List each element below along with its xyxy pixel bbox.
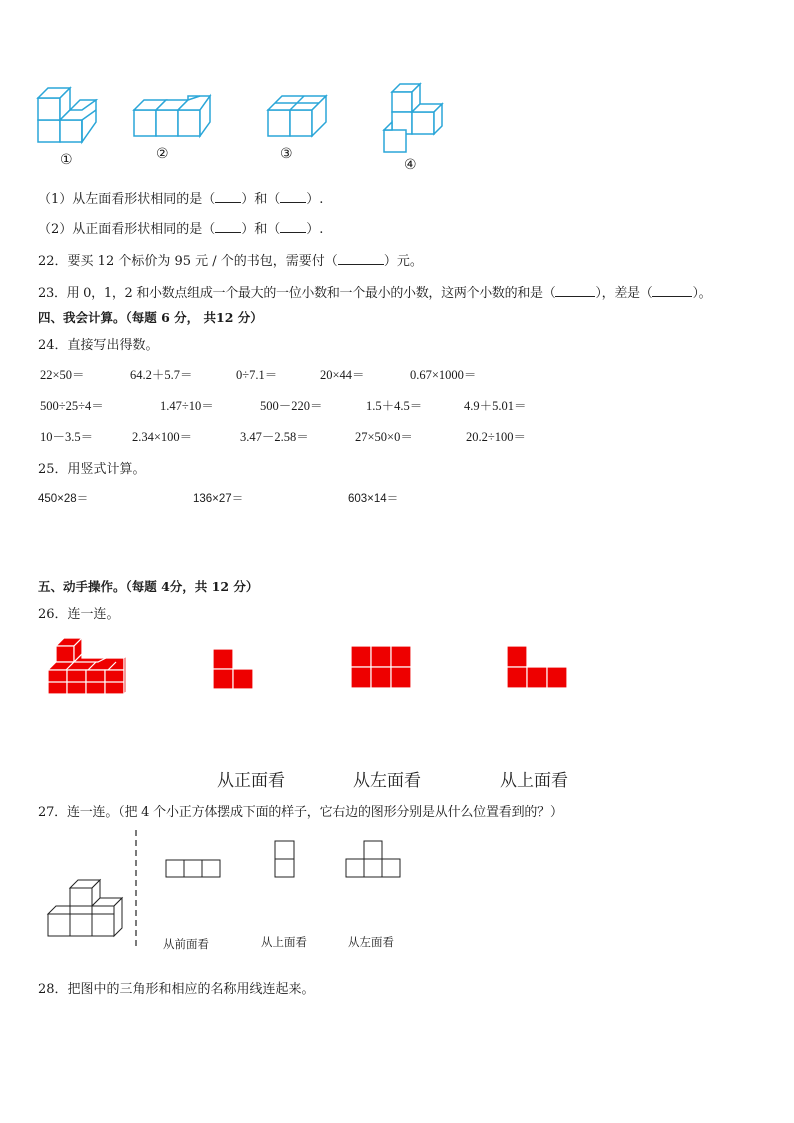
calc-item: 10－3.5＝ [40, 430, 94, 444]
calc-item: 20×44＝ [320, 368, 365, 382]
q27-title: 27．连一连。（把 4 个小正方体摆成下面的样子，它右边的图形分别是从什么位置看到的？） [38, 805, 563, 820]
calc-item: 27×50×0＝ [355, 430, 413, 444]
answer-blank[interactable] [280, 221, 306, 233]
view-three-row [165, 859, 221, 879]
red-cube-stack [44, 636, 128, 698]
answer-blank[interactable] [280, 191, 306, 203]
cube-figure-2 [132, 94, 216, 140]
view-label-top: 从上面看 [500, 771, 568, 791]
cube-stack-drawing [44, 878, 126, 938]
calc-item: 64.2＋5.7＝ [130, 368, 193, 382]
answer-blank[interactable] [338, 253, 384, 265]
calc-item: 1.47÷10＝ [160, 399, 214, 413]
answer-blank[interactable] [652, 285, 692, 297]
calc-item: 500÷25÷4＝ [40, 399, 104, 413]
vertical-calc-item: 603×14＝ [348, 493, 399, 505]
calc-item: 500－220＝ [260, 399, 323, 413]
q21-sub1-mid: ）和（ [241, 192, 281, 207]
q21-sub1-suffix: ）. [306, 192, 324, 207]
q23-suffix: ）。 [692, 286, 712, 301]
cube-figure-4 [380, 82, 446, 154]
figure-label-2: ② [156, 146, 169, 162]
answer-blank[interactable] [215, 191, 241, 203]
cube-figure-3 [266, 94, 330, 140]
calc-item: 0÷7.1＝ [236, 368, 278, 382]
q21-sub1-prefix: （1）从左面看形状相同的是（ [38, 192, 216, 207]
divider-dashed [134, 830, 138, 950]
vertical-calc-item: 450×28＝ [38, 493, 89, 505]
q21-sub2-suffix: ）. [306, 222, 324, 237]
section4-title: 四、我会计算。（每题 6 分， 共12 分） [38, 310, 263, 325]
q22-prefix: 22．要买 12 个标价为 95 元 / 个的书包，需要付（ [38, 254, 338, 269]
red-step-shape [507, 646, 569, 688]
section5-title: 五、动手操作。（每题 4分，共 12 分） [38, 579, 259, 594]
q22-suffix: ）元。 [383, 254, 423, 269]
calc-item: 20.2÷100＝ [466, 430, 526, 444]
view-t-shape [345, 840, 403, 880]
figure-label-4: ④ [404, 157, 417, 173]
q27-view-left: 从左面看 [348, 935, 394, 949]
figure-label-3: ③ [280, 146, 293, 162]
calc-item: 2.34×100＝ [132, 430, 193, 444]
figure-label-1: ① [60, 152, 73, 168]
vertical-calc-item: 136×27＝ [193, 493, 244, 505]
red-l-shape [213, 649, 255, 689]
q26-title: 26．连一连。 [38, 607, 120, 622]
answer-blank[interactable] [215, 221, 241, 233]
red-grid-shape [351, 646, 413, 688]
cube-figure-1 [36, 86, 100, 144]
q21-sub2-mid: ）和（ [241, 222, 281, 237]
q25-title: 25．用竖式计算。 [38, 462, 146, 477]
view-label-left: 从左面看 [353, 771, 421, 791]
q27-view-top: 从上面看 [261, 935, 307, 949]
view-label-front: 从正面看 [217, 771, 285, 791]
calc-item: 22×50＝ [40, 368, 85, 382]
answer-blank[interactable] [555, 285, 595, 297]
q27-view-front: 从前面看 [163, 937, 209, 951]
q22 [38, 250, 423, 269]
q21-sub2-prefix: （2）从正面看形状相同的是（ [38, 222, 216, 237]
calc-item: 0.67×1000＝ [410, 368, 477, 382]
q23-prefix: 23．用 0，1，2 和小数点组成一个最大的一位小数和一个最小的小数，这两个小数的和是（ [38, 286, 556, 301]
q21-sub1 [38, 188, 323, 207]
view-two-column [274, 840, 296, 880]
calc-item: 1.5＋4.5＝ [366, 399, 423, 413]
q21-sub2 [38, 218, 323, 237]
q23 [38, 282, 711, 301]
calc-item: 3.47－2.58＝ [240, 430, 309, 444]
q28-title: 28．把图中的三角形和相应的名称用线连起来。 [38, 982, 315, 997]
q23-mid: ），差是（ [595, 286, 653, 301]
q24-title: 24．直接写出得数。 [38, 338, 159, 353]
calc-item: 4.9＋5.01＝ [464, 399, 527, 413]
